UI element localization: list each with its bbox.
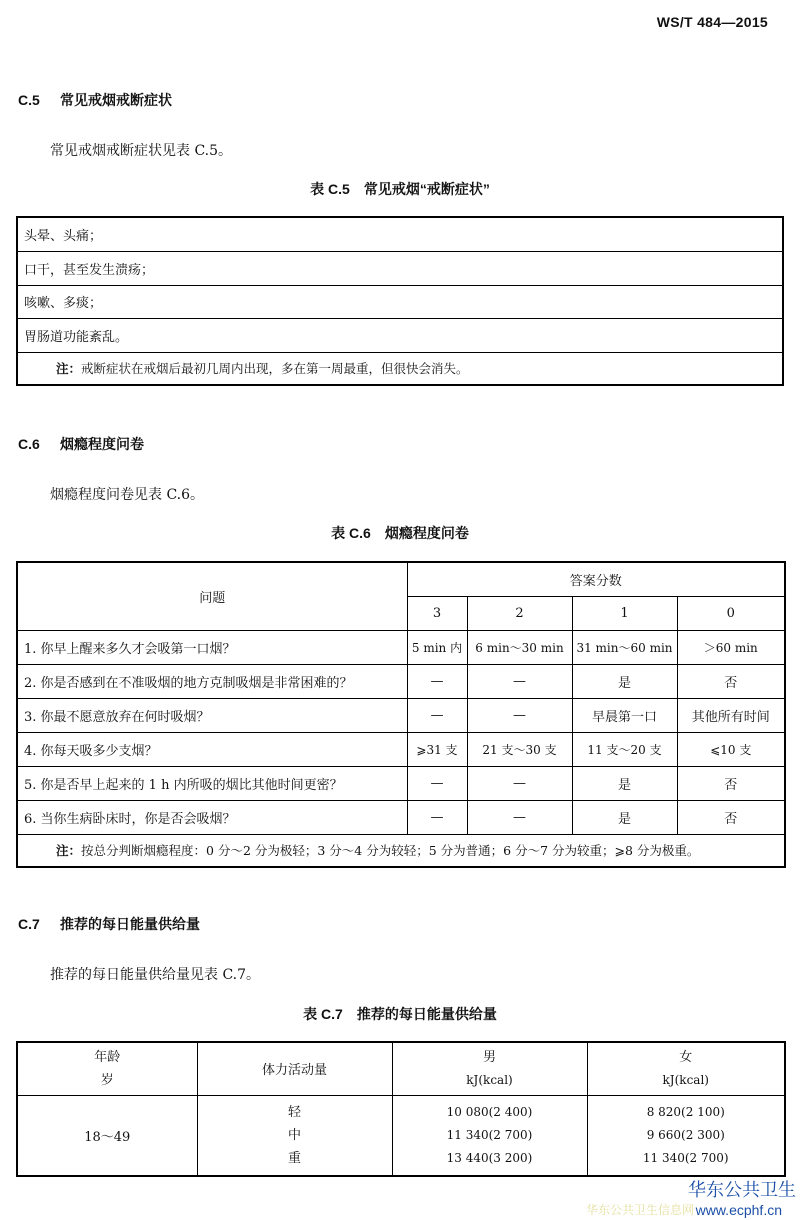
answer-cell: — — [407, 800, 467, 834]
question-cell: 1. 你早上醒来多久才会吸第一口烟？ — [17, 630, 407, 664]
withdrawal-symptoms-table — [16, 216, 784, 386]
table-row — [17, 698, 785, 732]
activity-value: 轻 — [287, 1104, 301, 1120]
answer-cell: 是 — [572, 664, 677, 698]
energy-value: 8 820(2 100) — [646, 1104, 725, 1119]
unit-label: kJ(kcal) — [662, 1072, 709, 1087]
male-label: 男 — [482, 1049, 496, 1065]
header-activity: 体力活动量 — [197, 1042, 392, 1095]
watermark-faint: 华东公共卫生信息网 — [586, 1203, 695, 1217]
answer-cell: 是 — [572, 766, 677, 800]
table-row — [17, 630, 785, 664]
energy-value: 10 080(2 400) — [446, 1104, 533, 1119]
energy-value: 13 440(3 200) — [446, 1150, 533, 1165]
table-row — [17, 732, 785, 766]
answer-cell: — — [467, 766, 572, 800]
section-heading-c6 — [18, 434, 144, 454]
activity-value: 中 — [287, 1127, 301, 1143]
answer-cell: 否 — [677, 800, 785, 834]
table-caption-c5: 表 C.5 常见戒烟“戒断症状” — [310, 181, 490, 197]
table-cell: 头晕、头痛； — [17, 217, 783, 251]
question-cell: 5. 你是否早上起来的 1 h 内所吸的烟比其他时间更密？ — [17, 766, 407, 800]
table-row — [17, 664, 785, 698]
answer-cell: ⩽10 支 — [677, 732, 785, 766]
age-cell: 18～49 — [17, 1095, 197, 1176]
note-label: 注： — [56, 844, 82, 859]
answer-cell: 6 min～30 min — [467, 630, 572, 664]
table-header-row — [17, 562, 785, 596]
header-age — [17, 1042, 197, 1095]
energy-supply-table — [16, 1041, 786, 1177]
table-cell: 咳嗽、多痰； — [17, 285, 783, 318]
table-row — [17, 800, 785, 834]
unit-label: kJ(kcal) — [466, 1072, 513, 1087]
energy-value: 9 660(2 300) — [646, 1127, 725, 1142]
section-title: 常见戒烟戒断症状 — [60, 92, 172, 108]
table-row — [17, 217, 783, 251]
section-title: 推荐的每日能量供给量 — [60, 916, 200, 932]
header-female — [587, 1042, 785, 1095]
table-cell: 口干，甚至发生溃疡； — [17, 251, 783, 285]
activity-value: 重 — [287, 1150, 301, 1166]
answer-cell: 是 — [572, 800, 677, 834]
header-male — [392, 1042, 587, 1095]
question-cell: 3. 你最不愿意放弃在何时吸烟？ — [17, 698, 407, 732]
table-row — [17, 766, 785, 800]
section-number: C.6 — [18, 436, 40, 452]
answer-cell: ＞60 min — [677, 630, 785, 664]
answer-cell: — — [467, 698, 572, 732]
answer-cell: — — [407, 664, 467, 698]
answer-cell: 其他所有时间 — [677, 698, 785, 732]
paragraph-c6: 烟瘾程度问卷见表 C.6。 — [50, 487, 205, 503]
section-title: 烟瘾程度问卷 — [60, 436, 144, 452]
note-label: 注： — [56, 362, 82, 377]
section-heading-c7 — [18, 914, 200, 934]
question-cell: 6. 当你生病卧床时，你是否会吸烟？ — [17, 800, 407, 834]
table-note — [17, 352, 783, 385]
header-score: 答案分数 — [407, 562, 785, 596]
table-note — [17, 834, 785, 867]
section-number: C.5 — [18, 92, 40, 108]
answer-cell: 否 — [677, 766, 785, 800]
paragraph-c5: 常见戒烟戒断症状见表 C.5。 — [50, 143, 233, 159]
table-caption-c6: 表 C.6 烟瘾程度问卷 — [331, 525, 469, 541]
answer-cell: 否 — [677, 664, 785, 698]
watermark-title: 华东公共卫生 — [688, 1180, 796, 1201]
standard-code: WS/T 484—2015 — [656, 14, 768, 30]
addiction-questionnaire-table — [16, 561, 786, 868]
section-heading-c5 — [18, 90, 172, 110]
energy-value: 11 340(2 700) — [446, 1127, 533, 1142]
table-caption-c7: 表 C.7 推荐的每日能量供给量 — [303, 1006, 497, 1022]
score-header: 1 — [572, 596, 677, 630]
table-row — [17, 285, 783, 318]
question-cell: 4. 你每天吸多少支烟？ — [17, 732, 407, 766]
female-energy-cell — [587, 1095, 785, 1176]
age-unit: 岁 — [100, 1072, 114, 1088]
score-header: 2 — [467, 596, 572, 630]
female-label: 女 — [679, 1049, 693, 1065]
age-label: 年龄 — [94, 1049, 121, 1065]
answer-cell: 31 min～60 min — [572, 630, 677, 664]
answer-cell: 早晨第一口 — [572, 698, 677, 732]
activity-cell — [197, 1095, 392, 1176]
table-row — [17, 1095, 785, 1176]
section-number: C.7 — [18, 916, 40, 932]
male-energy-cell — [392, 1095, 587, 1176]
score-header: 3 — [407, 596, 467, 630]
answer-cell: 5 min 内 — [407, 630, 467, 664]
table-header-row — [17, 1042, 785, 1095]
table-note-row — [17, 834, 785, 867]
question-cell: 2. 你是否感到在不准吸烟的地方克制吸烟是非常困难的？ — [17, 664, 407, 698]
answer-cell: — — [407, 698, 467, 732]
note-text: 戒断症状在戒烟后最初几周内出现，多在第一周最重，但很快会消失。 — [81, 361, 469, 377]
table-cell: 胃肠道功能紊乱。 — [17, 318, 783, 352]
paragraph-c7: 推荐的每日能量供给量见表 C.7。 — [50, 967, 261, 983]
watermark-url: www.ecphf.cn — [695, 1202, 782, 1218]
table-note-row — [17, 352, 783, 385]
answer-cell: 21 支～30 支 — [467, 732, 572, 766]
note-text: 按总分判断烟瘾程度：0 分～2 分为极轻；3 分～4 分为较轻；5 分为普通；6 分～7 分为较重；⩾8 分为极重。 — [81, 843, 700, 859]
answer-cell: — — [467, 800, 572, 834]
table-row — [17, 318, 783, 352]
answer-cell: 11 支～20 支 — [572, 732, 677, 766]
energy-value: 11 340(2 700) — [642, 1150, 729, 1165]
answer-cell: — — [467, 664, 572, 698]
header-question: 问题 — [17, 562, 407, 630]
score-header: 0 — [677, 596, 785, 630]
answer-cell: ⩾31 支 — [407, 732, 467, 766]
table-row — [17, 251, 783, 285]
answer-cell: — — [407, 766, 467, 800]
